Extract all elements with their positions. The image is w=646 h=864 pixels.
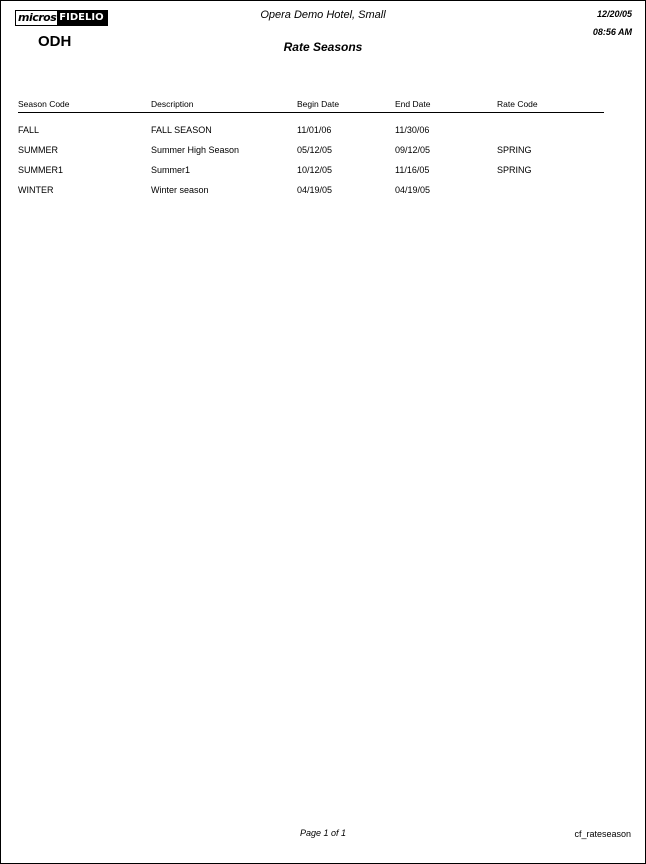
cell-season-code: WINTER bbox=[18, 185, 54, 195]
table-header-row bbox=[18, 99, 604, 113]
cell-rate-code: SPRING bbox=[497, 165, 532, 175]
cell-end-date: 11/30/06 bbox=[395, 125, 430, 135]
print-date: 12/20/05 bbox=[596, 9, 632, 19]
column-header-begin-date: Begin Date bbox=[297, 99, 340, 109]
cell-end-date: 04/19/05 bbox=[395, 185, 431, 195]
cell-rate-code: SPRING bbox=[497, 145, 532, 155]
table-row bbox=[18, 145, 604, 165]
cell-description: Summer High Season bbox=[151, 145, 240, 155]
table-row bbox=[18, 185, 604, 205]
cell-description: FALL SEASON bbox=[151, 125, 212, 135]
fidelio-wordmark: FIDELIO bbox=[57, 11, 106, 25]
cell-season-code: SUMMER bbox=[18, 145, 58, 155]
table-body bbox=[18, 125, 604, 205]
table-row bbox=[18, 165, 604, 185]
cell-begin-date: 11/01/06 bbox=[297, 125, 332, 135]
column-header-end-date: End Date bbox=[395, 99, 431, 109]
cell-end-date: 11/16/05 bbox=[395, 165, 430, 175]
cell-description: Winter season bbox=[151, 185, 209, 195]
cell-season-code: FALL bbox=[18, 125, 40, 135]
cell-description: Summer1 bbox=[151, 165, 191, 175]
cell-begin-date: 04/19/05 bbox=[297, 185, 333, 195]
column-header-season-code: Season Code bbox=[18, 99, 70, 109]
header-divider bbox=[18, 112, 604, 113]
report-file-name: cf_rateseason bbox=[574, 829, 631, 839]
table-row bbox=[18, 125, 604, 145]
cell-begin-date: 10/12/05 bbox=[297, 165, 333, 175]
print-time: 08:56 AM bbox=[592, 27, 632, 37]
page-number: Page 1 of 1 bbox=[299, 828, 347, 838]
micros-wordmark: micros bbox=[18, 11, 57, 24]
property-code: ODH bbox=[38, 33, 72, 50]
cell-end-date: 09/12/05 bbox=[395, 145, 431, 155]
cell-season-code: SUMMER1 bbox=[18, 165, 64, 175]
column-header-description: Description bbox=[151, 99, 194, 109]
page-title: Rate Seasons bbox=[283, 40, 363, 54]
table-header bbox=[18, 99, 604, 113]
cell-begin-date: 05/12/05 bbox=[297, 145, 333, 155]
hotel-name: Opera Demo Hotel, Small bbox=[260, 9, 386, 21]
column-header-rate-code: Rate Code bbox=[497, 99, 538, 109]
